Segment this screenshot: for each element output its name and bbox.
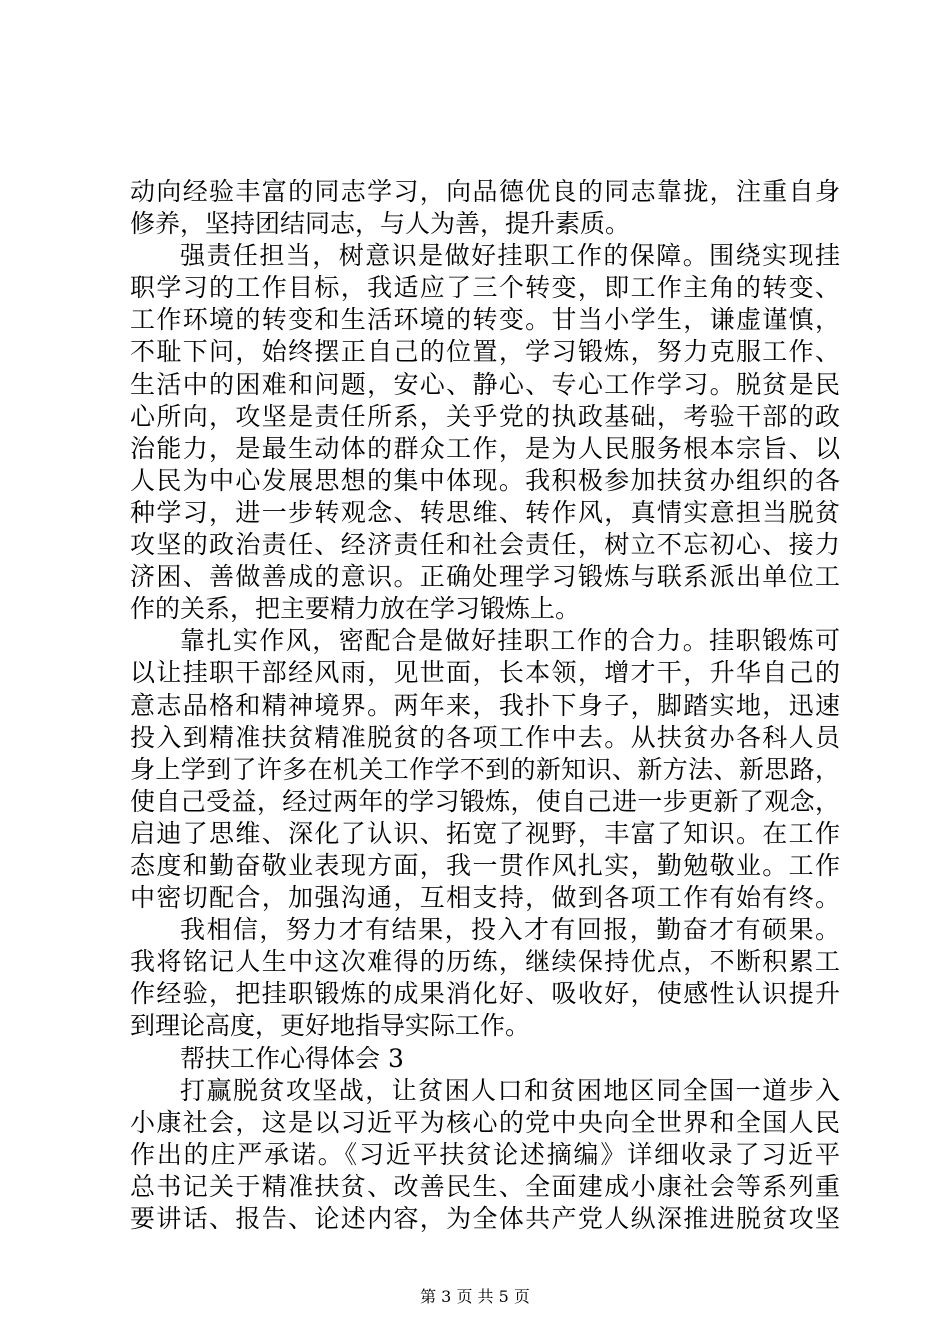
text-line: 启迪了思维、深化了认识、拓宽了视野，丰富了知识。在工作 bbox=[130, 818, 840, 848]
text-line: 作出的庄严承诺。《习近平扶贫论述摘编》详细收录了习近平 bbox=[130, 1139, 840, 1169]
text-line: 要讲话、报告、论述内容，为全体共产党人纵深推进脱贫攻坚 bbox=[130, 1204, 840, 1233]
text-line: 帮扶工作心得体会 3 bbox=[180, 1043, 404, 1073]
text-line: 心所向，攻坚是责任所系，关乎党的执政基础，考验干部的政 bbox=[130, 401, 840, 431]
text-line: 生活中的困难和问题，安心、静心、专心工作学习。脱贫是民 bbox=[130, 369, 840, 399]
text-line: 以让挂职干部经风雨，见世面，长本领，增才干，升华自己的 bbox=[130, 658, 840, 688]
text-line: 不耻下问，始终摆正自己的位置，学习锻炼，努力克服工作、 bbox=[130, 337, 840, 367]
text-line: 作经验，把挂职锻炼的成果消化好、吸收好，使感性认识提升 bbox=[130, 979, 840, 1009]
text-line: 投入到精准扶贫精准脱贫的各项工作中去。从扶贫办各科人员 bbox=[130, 722, 840, 752]
text-line: 身上学到了许多在机关工作学不到的新知识、新方法、新思路， bbox=[130, 754, 840, 784]
text-line: 攻坚的政治责任、经济责任和社会责任，树立不忘初心、接力 bbox=[130, 530, 840, 560]
text-line: 打赢脱贫攻坚战，让贫困人口和贫困地区同全国一道步入 bbox=[180, 1075, 840, 1105]
text-line: 使自己受益，经过两年的学习锻炼，使自己进一步更新了观念， bbox=[130, 786, 840, 816]
text-line: 意志品格和精神境界。两年来，我扑下身子，脚踏实地，迅速 bbox=[130, 690, 840, 720]
text-line: 治能力，是最生动体的群众工作，是为人民服务根本宗旨、以 bbox=[130, 433, 840, 463]
text-line: 工作环境的转变和生活环境的转变。甘当小学生，谦虚谨慎， bbox=[130, 305, 840, 335]
text-line: 总书记关于精准扶贫、改善民生、全面建成小康社会等系列重 bbox=[130, 1171, 840, 1201]
text-line: 小康社会，这是以习近平为核心的党中央向全世界和全国人民 bbox=[130, 1107, 840, 1137]
text-line: 人民为中心发展思想的集中体现。我积极参加扶贫办组织的各 bbox=[130, 465, 840, 495]
text-line: 态度和勤奋敬业表现方面，我一贯作风扎实，勤勉敬业。工作 bbox=[130, 850, 840, 880]
text-line: 修养，坚持团结同志，与人为善，提升素质。 bbox=[130, 209, 631, 239]
text-line: 种学习，进一步转观念、转思维、转作风，真情实意担当脱贫 bbox=[130, 497, 840, 527]
text-line: 我将铭记人生中这次难得的历练，继续保持优点，不断积累工 bbox=[130, 947, 840, 977]
text-line: 到理论高度，更好地指导实际工作。 bbox=[130, 1011, 531, 1041]
text-line: 靠扎实作风，密配合是做好挂职工作的合力。挂职锻炼可 bbox=[180, 626, 840, 656]
text-line: 强责任担当，树意识是做好挂职工作的保障。围绕实现挂 bbox=[180, 241, 840, 271]
text-line: 我相信，努力才有结果，投入才有回报，勤奋才有硕果。 bbox=[180, 915, 840, 945]
text-line: 济困、善做善成的意识。正确处理学习锻炼与联系派出单位工 bbox=[130, 562, 840, 592]
text-line: 职学习的工作目标，我适应了三个转变，即工作主角的转变、 bbox=[130, 273, 840, 303]
page-footer: 第 3 页 共 5 页 bbox=[420, 1287, 530, 1306]
body-text bbox=[130, 176, 840, 1235]
text-line: 作的关系，把主要精力放在学习锻炼上。 bbox=[130, 594, 581, 624]
text-line: 动向经验丰富的同志学习，向品德优良的同志靠拢，注重自身 bbox=[130, 177, 840, 206]
text-line: 中密切配合，加强沟通，互相支持，做到各项工作有始有终。 bbox=[130, 883, 840, 913]
